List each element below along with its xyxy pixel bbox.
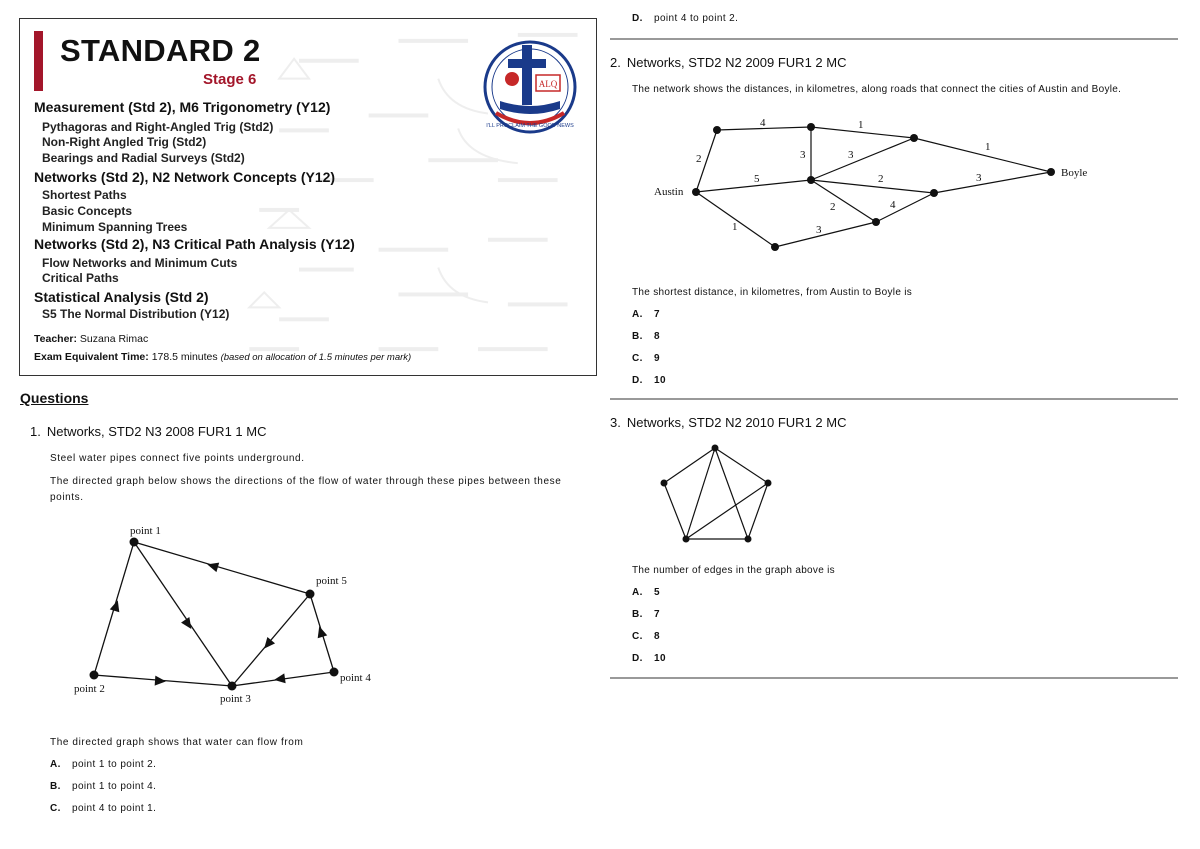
directed-graph: [60, 520, 400, 710]
exam-time-note: (based on allocation of 1.5 minutes per mark): [220, 352, 412, 363]
edge-weight: 2: [878, 173, 884, 185]
graph-node: [306, 590, 315, 599]
node-label: point 3: [220, 693, 251, 705]
option-c[interactable]: C. point 4 to point 1.: [50, 803, 157, 814]
option-d[interactable]: D. 10: [632, 653, 666, 664]
topic-heading: Measurement (Std 2), M6 Trigonometry (Y12): [34, 99, 331, 115]
accent-bar: [34, 31, 43, 91]
question-1-text: The directed graph below shows the directions of the flow of water through these pipes between these points.: [50, 476, 562, 503]
node-label: point 4: [340, 672, 371, 684]
header-box: [19, 18, 597, 376]
edge-weight: 1: [732, 221, 738, 233]
question-1-title: 1. Networks, STD2 N3 2008 FUR1 1 MC: [30, 424, 267, 439]
edge-weight: 1: [858, 119, 864, 131]
graph-node: [330, 668, 339, 677]
subtopic: Non-Right Angled Trig (Std2): [42, 135, 207, 149]
question-1-prompt: The directed graph shows that water can flow from: [50, 737, 304, 748]
topic-heading: Networks (Std 2), N3 Critical Path Analysis (Y12): [34, 236, 355, 252]
graph-node: [228, 682, 237, 691]
subtopic: Critical Paths: [42, 271, 119, 285]
graph-node: [130, 538, 139, 547]
edge-weight: 3: [848, 149, 854, 161]
subtopic: Bearings and Radial Surveys (Std2): [42, 151, 245, 165]
edge-weight: 3: [816, 224, 822, 236]
questions-heading: Questions: [20, 390, 89, 406]
option-b[interactable]: B. point 1 to point 4.: [50, 781, 157, 792]
option-c[interactable]: C. 8: [632, 631, 660, 642]
question-2-title: 2. Networks, STD2 N2 2009 FUR1 2 MC: [610, 55, 847, 70]
edge-weight: 4: [890, 199, 896, 211]
node-label: Boyle: [1061, 167, 1088, 179]
course-title: STANDARD 2: [60, 33, 261, 68]
subtopic: S5 The Normal Distribution (Y12): [42, 307, 230, 321]
question-3-prompt: The number of edges in the graph above is: [632, 565, 835, 576]
exam-time-label: Exam Equivalent Time:: [34, 351, 149, 363]
divider: [610, 38, 1178, 40]
node-label: point 1: [130, 525, 161, 537]
divider: [610, 677, 1178, 679]
option-d[interactable]: D. 10: [632, 375, 666, 386]
pentagon-graph: [655, 440, 780, 550]
divider: [610, 398, 1178, 400]
node-label: Austin: [654, 186, 684, 198]
svg-text:I'LL PROCLAIM THE GOOD NEWS: I'LL PROCLAIM THE GOOD NEWS: [486, 123, 574, 129]
school-crest-logo: [482, 39, 578, 135]
subtopic: Flow Networks and Minimum Cuts: [42, 256, 238, 270]
edge-weight: 1: [985, 141, 991, 153]
teacher-name: Suzana Rimac: [79, 333, 149, 345]
teacher-line: [34, 333, 148, 345]
svg-text:ALQ: ALQ: [538, 79, 558, 89]
question-2-prompt: The shortest distance, in kilometres, from Austin to Boyle is: [632, 287, 913, 298]
option-a[interactable]: A. 5: [632, 587, 660, 598]
question-3-title: 3. Networks, STD2 N2 2010 FUR1 2 MC: [610, 415, 847, 430]
edge-weight: 2: [696, 153, 702, 165]
edge-weight: 3: [976, 172, 982, 184]
question-2-text: The network shows the distances, in kilometres, along roads that connect the cities of Austin and Boyle.: [632, 84, 1122, 95]
edge-weight: 2: [830, 201, 836, 213]
subtopic: Pythagoras and Right-Angled Trig (Std2): [42, 120, 274, 134]
graph-node: [90, 671, 99, 680]
question-1-text: Steel water pipes connect five points underground.: [50, 453, 305, 464]
subtopic: Basic Concepts: [42, 204, 133, 218]
edge-weight: 5: [754, 173, 760, 185]
subtopic: Shortest Paths: [42, 188, 127, 202]
edge-weight: 3: [800, 149, 806, 161]
subtopic: Minimum Spanning Trees: [42, 220, 188, 234]
exam-time-line: [34, 351, 411, 363]
topic-heading: Networks (Std 2), N2 Network Concepts (Y12): [34, 169, 336, 185]
node-label: point 5: [316, 575, 347, 587]
option-b[interactable]: B. 7: [632, 609, 660, 620]
option-c[interactable]: C. 9: [632, 353, 660, 364]
option-b[interactable]: B. 8: [632, 331, 660, 342]
weighted-network: [640, 110, 1100, 260]
option-a[interactable]: A. 7: [632, 309, 660, 320]
edge-weight: 4: [760, 117, 766, 129]
node-label: point 2: [74, 683, 105, 695]
teacher-label: Teacher:: [34, 333, 77, 345]
stage-label: Stage 6: [203, 71, 257, 88]
option-a[interactable]: A. point 1 to point 2.: [50, 759, 157, 770]
option-d[interactable]: D. point 4 to point 2.: [632, 13, 739, 24]
topic-heading: Statistical Analysis (Std 2): [34, 289, 209, 305]
exam-time-value: 178.5 minutes: [151, 351, 218, 363]
